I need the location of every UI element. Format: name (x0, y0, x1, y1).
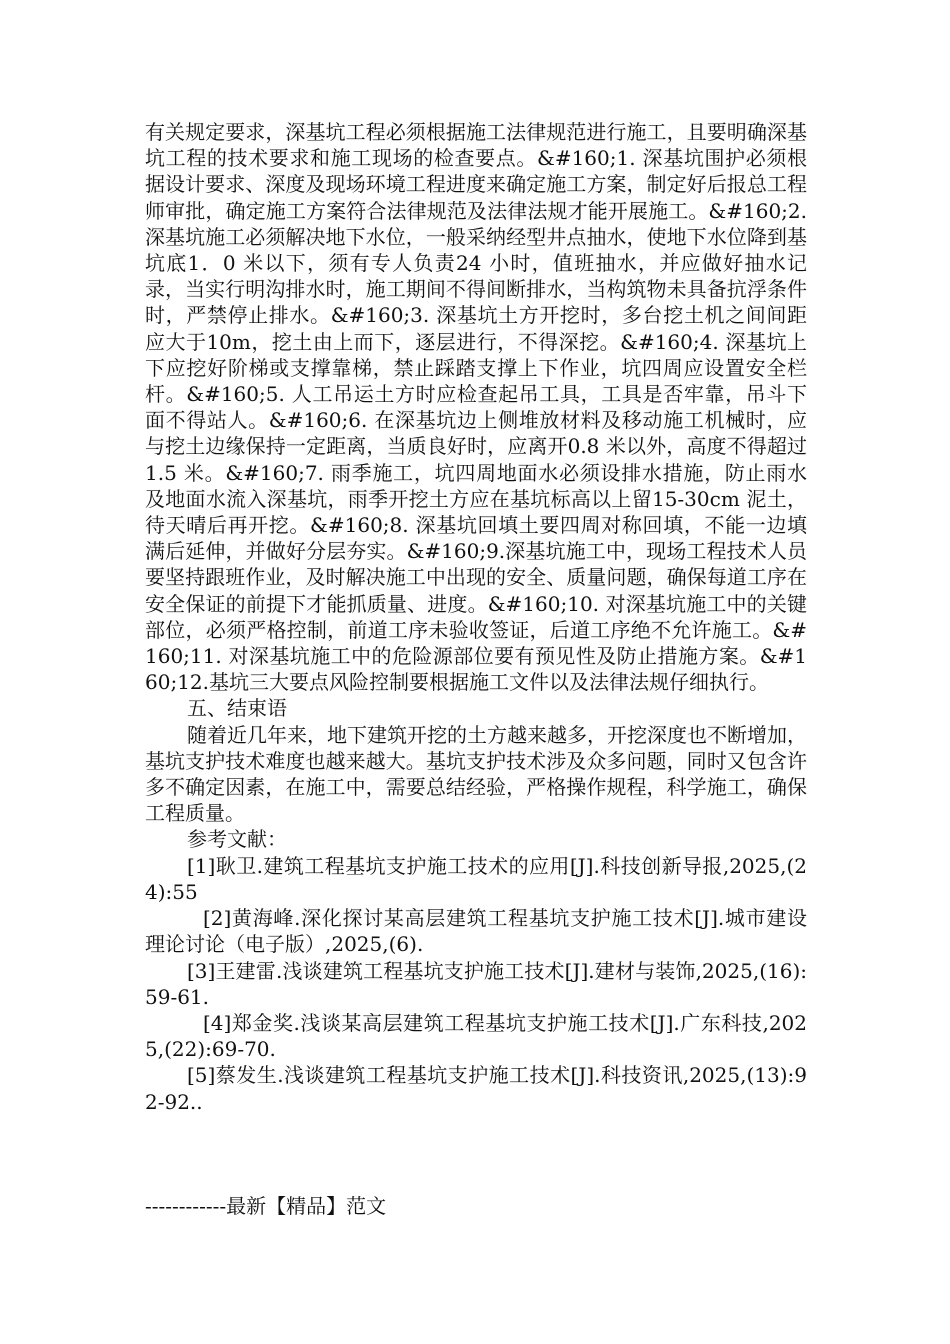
references-heading: 参考文献： (187, 827, 287, 852)
section-heading-conclusion: 五、结束语 (187, 696, 287, 721)
document-body (145, 119, 807, 1115)
page-footer: ------------最新【精品】范文 (145, 1194, 387, 1218)
reference-item-2: [2]黄海峰.深化探讨某高层建筑工程基坑支护施工技术[J].城市建设理论讨论（电子版）,2025,(6). (145, 906, 807, 957)
reference-item-5: [5]蔡发生.浅谈建筑工程基坑支护施工技术[J].科技资讯,2025,(13):92-92.. (145, 1063, 807, 1114)
reference-item-3: [3]王建雷.浅谈建筑工程基坑支护施工技术[J].建材与装饰,2025,(16):59-61. (145, 958, 807, 1009)
reference-item-4: [4]郑金奖.浅谈某高层建筑工程基坑支护施工技术[J].广东科技,2025,(22):69-70. (145, 1010, 807, 1062)
conclusion-paragraph: 随着近几年来，地下建筑开挖的土方越来越多，开挖深度也不断增加，基坑支护技术难度也越来越大。基坑支护技术涉及众多问题，同时又包含许多不确定因素，在施工中，需要总结经验，严格操作规程，科学施工，确保工程质量。 (145, 722, 807, 826)
body-paragraph-construction-requirements: 有关规定要求，深基坑工程必须根据施工法律规范进行施工，且要明确深基坑工程的技术要求和施工现场的检查要点。&#160;1. 深基坑围护必须根据设计要求、深度及现场环境工程进度来确定施工方案，制定好后报总工程师审批，确定施工方案符合法律规范及法律法规才能开展施工。&#160;2. 深基坑施工必须解决地下水位，一般采纳经型井点抽水，使地下水位降到基坑底1．0 米以下，须有专人负责24 小时，值班抽水，并应做好抽水记录，当实行明沟排水时，施工期间不得间断排水，当构筑物未具备抗浮条件时，严禁停止排水。&#160;3. 深基坑土方开挖时，多台挖土机之间间距应大于10m，挖土由上而下，逐层进行，不得深挖。&#160;4. 深基坑上下应挖好阶梯或支撑靠梯，禁止踩踏支撑上下作业，坑四周应设置安全栏杆。&#160;5. 人工吊运土方时应检查起吊工具，工具是否牢靠，吊斗下面不得站人。&#160;6. 在深基坑边上侧堆放材料及移动施工机械时，应与挖土边缘保持一定距离，当质良好时，应离开0.8 米以外，高度不得超过1.5 米。&#160;7. 雨季施工，坑四周地面水必须设排水措施，防止雨水及地面水流入深基坑，雨季开挖土方应在基坑标高以上留15-30cm 泥土，待天晴后再开挖。&#160;8. 深基坑回填土要四周对称回填，不能一边填满后延伸，并做好分层夯实。&#160;9.深基坑施工中，现场工程技术人员要坚持跟班作业，及时解决施工中出现的安全、质量问题，确保每道工序在安全保证的前提下才能抓质量、进度。&#160;10. 对深基坑施工中的关键部位，必须严格控制，前道工序未验收签证，后道工序绝不允许施工。&#160;11. 对深基坑施工中的危险源部位要有预见性及防止措施方案。&#160;12.基坑三大要点风险控制要根据施工文件以及法律法规仔细执行。 (145, 120, 807, 695)
reference-item-1: [1]耿卫.建筑工程基坑支护施工技术的应用[J].科技创新导报,2025,(24):55 (145, 853, 807, 904)
